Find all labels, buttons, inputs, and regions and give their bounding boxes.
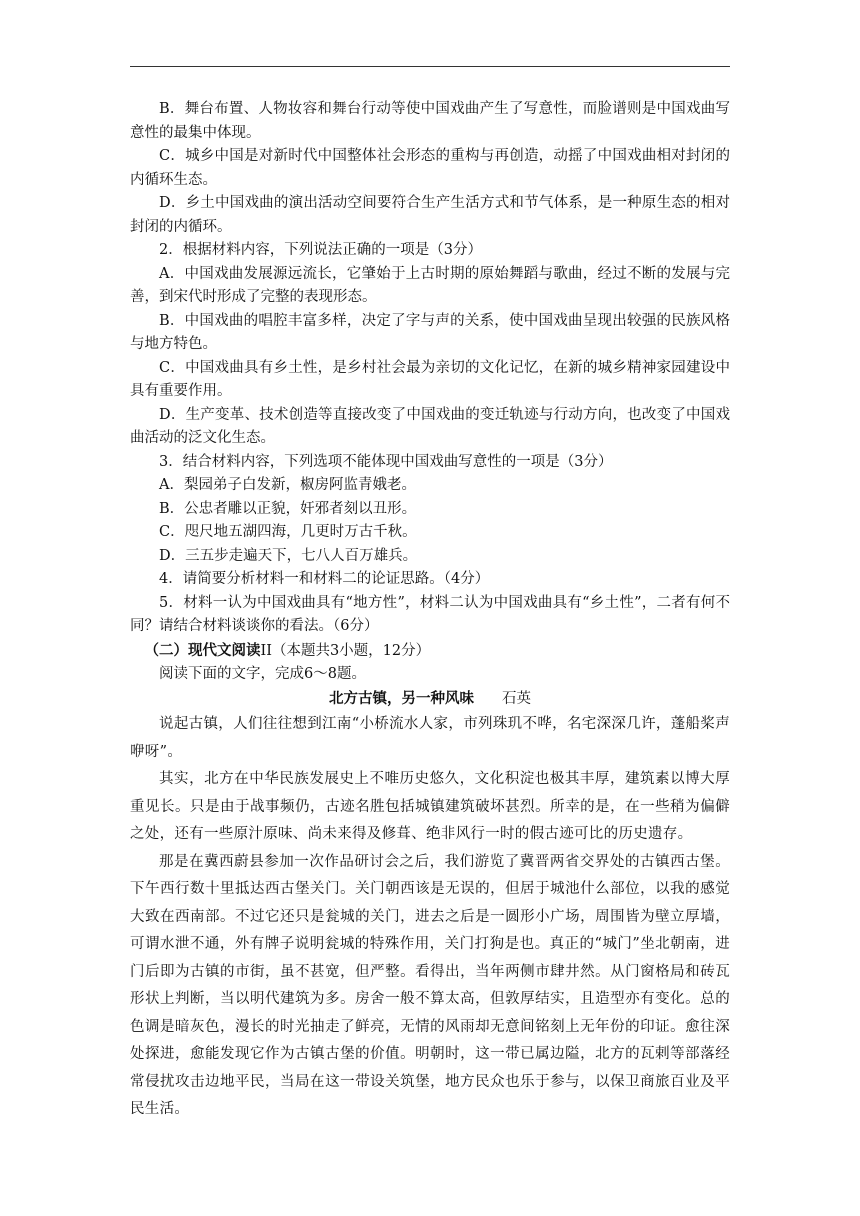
article-title-line	[130, 687, 730, 712]
option-paragraph: D．生产变革、技术创造等直接改变了中国戏曲的变迁轨迹与行动方向，也改变了中国戏曲活动的泛文化生态。	[130, 406, 730, 446]
option-paragraph: B．公忠者雕以正貌，奸邪者刻以丑形。	[159, 500, 417, 517]
section-heading	[130, 639, 730, 664]
option-paragraph: D．乡土中国戏曲的演出活动空间要符合生产生活方式和节气体系，是一种原生态的相对封闭的内循环。	[130, 195, 730, 235]
article-title: 北方古镇，另一种风味	[329, 689, 474, 707]
option-paragraph: C．城乡中国是对新时代中国整体社会形态的重构与再创造，动摇了中国戏曲相对封闭的内循环生态。	[130, 148, 730, 188]
section-heading-bold: （二）现代文阅读	[144, 641, 261, 659]
question-5: 5．材料一认为中国戏曲具有“地方性”，材料二认为中国戏曲具有“乡土性”，二者有何不同？请结合材料谈谈你的看法。（6分）	[130, 594, 730, 634]
option-paragraph: C．咫尺地五湖四海，几更时万古千秋。	[159, 524, 417, 540]
article-paragraph: 那是在冀西蔚县参加一次作品研讨会之后，我们游览了冀晋两省交界处的古镇西古堡。下午西行数十里抵达西古堡关门。关门朝西该是无误的，但居于城池什么部位，以我的感觉大致在西南部。不过它还只是瓮城的关门，进去之后是一圆形小广场，周围皆为壁立厚墙，可谓水泄不通，外有牌子说明瓮城的特殊作用，关门打狗是也。真正的“城门”坐北朝南，进门后即为古镇的市街，虽不甚宽，但严整。看得出，当年两侧市肆井然。从门窗格局和砖瓦形状上判断，当以明代建筑为多。房舍一般不算太高，但敦厚结实，且造型亦有变化。总的色调是暗灰色，漫长的时光抽走了鲜亮，无情的风雨却无意间铭刻上无年份的印证。愈往深处探进，愈能发现它作为古镇古堡的价值。明朝时，这一带已属边隘，北方的瓦剌等部落经常侵扰攻击边地平民，当局在这一带设关筑堡，地方民众也乐于参与，以保卫商旅百业及平民生活。	[130, 853, 730, 1117]
option-paragraph: A．梨园弟子白发新，椒房阿监青娥老。	[159, 477, 416, 493]
section-heading-rest: II（本题共3小题，12分）	[260, 642, 431, 659]
header-rule	[130, 66, 730, 67]
option-paragraph: D．三五步走遍天下，七八人百万雄兵。	[159, 547, 418, 564]
section-instruction: 阅读下面的文字，完成6～8题。	[159, 666, 366, 682]
question-2: 2．根据材料内容，下列说法正确的一项是（3分）	[159, 242, 482, 258]
article-paragraph: 其实，北方在中华民族发展史上不唯历史悠久，文化积淀也极其丰厚，建筑素以博大厚重见长。只是由于战事频仍，古迹名胜包括城镇建筑破坏甚烈。所幸的是，在一些稍为偏僻之处，还有一些原汁原味、尚未来得及修葺、绝非风行一时的假古迹可比的历史遗存。	[130, 771, 730, 842]
option-paragraph: C．中国戏曲具有乡土性，是乡村社会最为亲切的文化记忆，在新的城乡精神家园建设中具有重要作用。	[130, 359, 730, 399]
question-3: 3．结合材料内容，下列选项不能体现中国戏曲写意性的一项是（3分）	[159, 453, 613, 470]
article-author: 石英	[502, 690, 531, 707]
option-paragraph: B．中国戏曲的唱腔丰富多样，决定了字与声的关系，使中国戏曲呈现出较强的民族风格与地方特色。	[130, 312, 730, 352]
article-paragraph: 说起古镇，人们往往想到江南“小桥流水人家，市列珠玑不哗，名宅深深几许，蓬船桨声咿呀”。	[130, 716, 730, 760]
option-paragraph: A．中国戏曲发展源远流长，它肇始于上古时期的原始舞蹈与歌曲，经过不断的发展与完善，到宋代时形成了完整的表现形态。	[130, 265, 730, 305]
page-content	[130, 98, 730, 1124]
option-paragraph: B．舞台布置、人物妆容和舞台行动等使中国戏曲产生了写意性，而脸谱则是中国戏曲写意性的最集中体现。	[130, 101, 730, 141]
question-4: 4．请简要分析材料一和材料二的论证思路。（4分）	[159, 571, 490, 587]
